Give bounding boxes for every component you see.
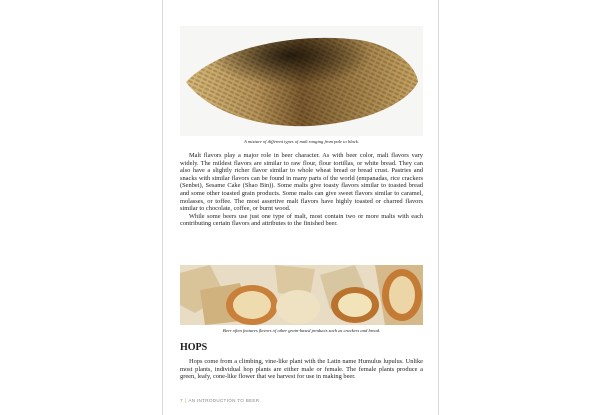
bread-photo-caption: Beer often features flavors of other grain-based products such as crackers and bread.	[222, 328, 381, 333]
malt-photo-caption: A mixture of different types of malt ranging from pale to black.	[244, 139, 359, 144]
malt-photo	[180, 26, 423, 136]
paragraph-hops: Hops come from a climbing, vine-like plant with the Latin name Humulus lupulus. Unlike most plants, individual hop plants are either male or female. The female plants produce a green, leafy, cone-like flower that we harvest for use in making beer.	[180, 358, 423, 381]
section-heading-hops: HOPS	[180, 342, 208, 353]
body-text	[180, 152, 423, 228]
page-footer	[180, 398, 259, 403]
footer-separator: |	[184, 398, 187, 403]
footer-title: AN INTRODUCTION TO BEER	[188, 398, 260, 403]
paragraph-malt-flavors: Malt flavors play a major role in beer character. As with beer color, malt flavors vary widely. The mildest flavors are similar to raw flour, flour tortillas, or white bread. They can also have a slightly richer flavor similar to whole wheat bread or bread crust. Pastries and snacks with similar flavors can be found in many parts of the world (empanadas, rice crackers (Senbei), Sesame Cake (Shao Bin)). Some malts give toasty flavors similar to toasted bread and some other toasted grain products. Some malts can give sweet flavors similar to caramel, molasses, or toffee. The most assertive malt flavors have highly toasted or charred flavors similar to chocolate, coffee, or burnt wood.	[180, 152, 423, 213]
hops-body-text	[180, 358, 423, 381]
paragraph-multiple-malts: While some beers use just one type of malt, most contain two or more malts with each contributing certain flavors and attributes to the finished beer.	[180, 212, 423, 228]
page-number: 7	[180, 398, 183, 403]
bread-crackers-photo	[180, 265, 423, 325]
document-page	[162, 0, 439, 415]
